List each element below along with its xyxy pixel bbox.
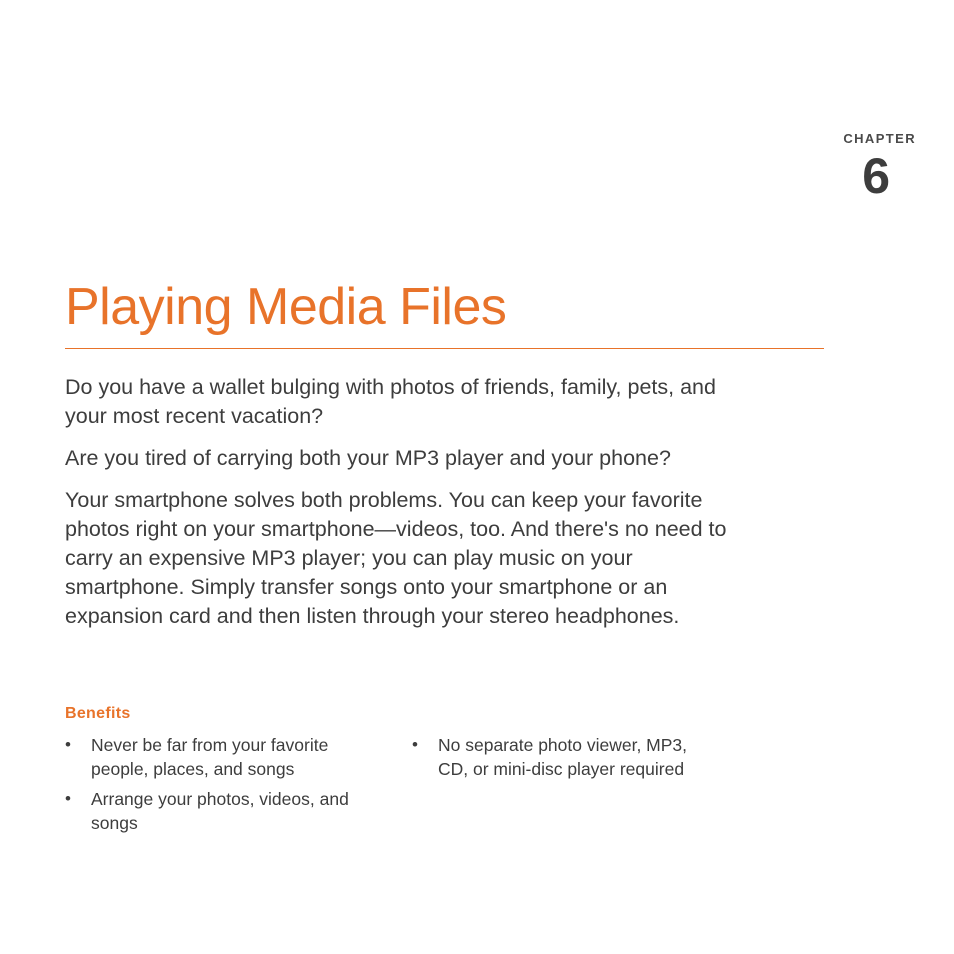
intro-paragraph-3: Your smartphone solves both problems. You can keep your favorite photos right on your smartphone—videos, too. And there's no need to carry an expensive MP3 player; you can play music on your smartphone. Simply transfer songs onto your smartphone or an expansion card and then listen through your stereo headphones.	[65, 488, 727, 628]
benefit-item	[412, 733, 712, 781]
chapter-label: CHAPTER	[843, 131, 916, 146]
intro-paragraph-2: Are you tired of carrying both your MP3 player and your phone?	[65, 446, 671, 470]
bullet-icon: •	[65, 789, 71, 808]
benefit-item	[65, 787, 365, 835]
benefit-text: Never be far from your favorite people, places, and songs	[91, 735, 329, 779]
benefit-item	[65, 733, 365, 781]
bullet-icon: •	[65, 735, 71, 754]
page-title: Playing Media Files	[65, 278, 507, 336]
intro-section	[65, 373, 755, 644]
bullet-icon: •	[412, 735, 418, 754]
benefit-text: No separate photo viewer, MP3, CD, or mini-disc player required	[438, 735, 688, 779]
intro-paragraph-1: Do you have a wallet bulging with photos of friends, family, pets, and your most recent vacation?	[65, 375, 716, 428]
benefits-list-left	[65, 733, 365, 841]
chapter-number: 6	[862, 148, 890, 204]
benefits-heading: Benefits	[65, 705, 131, 722]
benefits-list-right	[412, 733, 712, 787]
title-divider	[65, 348, 824, 349]
benefit-text: Arrange your photos, videos, and songs	[91, 789, 349, 833]
